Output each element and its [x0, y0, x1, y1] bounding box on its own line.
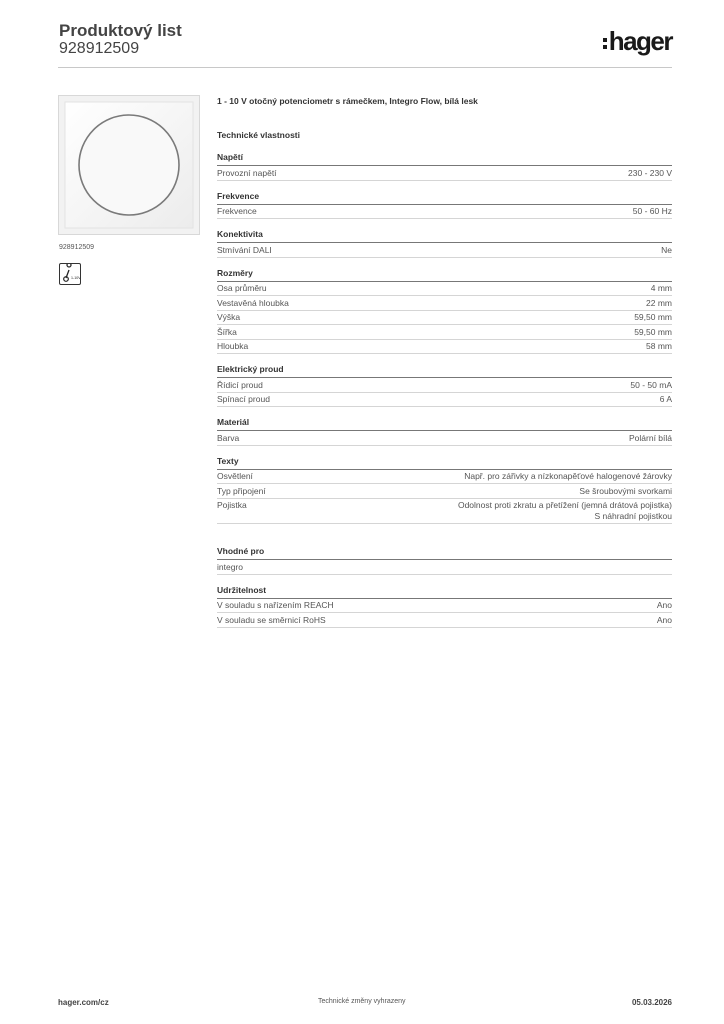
spec-row: [217, 311, 672, 326]
spec-value: 58 mm: [646, 341, 672, 351]
spec-value: 6 A: [659, 394, 672, 404]
spec-value: Odolnost proti zkratu a přetížení (jemná drátová pojistka) S náhradní pojistkou: [457, 500, 672, 521]
image-caption: 928912509: [59, 244, 95, 251]
spec-key: Frekvence: [217, 206, 257, 216]
spec-value: 50 - 60 Hz: [632, 206, 672, 216]
spec-value: 50 - 50 mA: [630, 379, 672, 390]
spec-row: [217, 499, 672, 525]
spec-key: Hloubka: [217, 341, 249, 351]
spec-row: [217, 613, 672, 628]
hager-logo[interactable]: [603, 28, 672, 54]
spec-row: [217, 560, 672, 575]
spec-group: [217, 456, 672, 525]
spec-key: Šířka: [217, 326, 237, 337]
potentiometer-illustration: [59, 96, 199, 234]
footer-date: 05.03.2026: [631, 998, 672, 1007]
spec-key: Osa průměru: [217, 283, 267, 293]
spec-content: [217, 96, 672, 628]
spec-group: [217, 268, 672, 355]
spec-key: V souladu s nařízením REACH: [217, 600, 334, 610]
spec-value: Ne: [661, 244, 672, 255]
spec-row: [217, 393, 672, 408]
spec-key: V souladu se směrnicí RoHS: [217, 614, 326, 625]
spec-group-title: Vhodné pro: [217, 546, 672, 560]
spec-row: [217, 340, 672, 355]
spec-key: Vestavěná hloubka: [217, 297, 289, 308]
product-image: [58, 95, 200, 235]
spec-row: [217, 470, 672, 485]
footer-website[interactable]: hager.com/cz: [58, 998, 109, 1007]
footer-notice: Technické změny vyhrazeny: [318, 998, 406, 1005]
spec-key: Stmívání DALI: [217, 244, 272, 255]
spec-value: Ano: [656, 600, 672, 610]
spec-value: 59,50 mm: [634, 326, 672, 337]
spec-group-title: Texty: [217, 456, 672, 470]
spec-row: [217, 378, 672, 393]
product-description: 1 - 10 V otočný potenciometr s rámečkem, Integro Flow, bílá lesk: [217, 96, 478, 106]
spec-key: Pojistka: [217, 500, 247, 510]
spec-key: Provozní napětí: [217, 167, 277, 178]
spec-key: Výška: [217, 312, 241, 322]
spec-group-title: Elektrický proud: [217, 364, 672, 378]
spec-row: [217, 296, 672, 311]
spec-row: [217, 599, 672, 614]
spec-group: [217, 417, 672, 446]
spec-row: [217, 166, 672, 181]
spec-value: Se šroubovými svorkami: [579, 485, 672, 496]
spec-value: 59,50 mm: [634, 312, 672, 322]
spec-group-title: Konektivita: [217, 229, 672, 243]
spec-key: Spínací proud: [217, 394, 270, 404]
spec-key: Barva: [217, 432, 240, 443]
spec-value: Např. pro zářivky a nízkonapěťové halogenové žárovky: [464, 471, 672, 481]
spec-value: Ano: [656, 614, 672, 625]
spec-group-title: Udržitelnost: [217, 585, 672, 599]
extra-groups: [217, 546, 672, 628]
tech-section-label: Technické vlastnosti: [217, 130, 300, 140]
spec-key: Řídicí proud: [217, 379, 263, 390]
spec-group: [217, 229, 672, 258]
spec-key: Typ připojení: [217, 485, 266, 496]
spec-key: integro: [217, 561, 243, 572]
header-divider: [58, 67, 672, 68]
badge-label: 1-10V: [71, 276, 80, 280]
spec-group-title: Rozměry: [217, 268, 672, 282]
logo-dots-icon: [603, 38, 607, 49]
spec-value: 4 mm: [650, 283, 672, 293]
spec-groups: [217, 152, 672, 524]
spec-row: [217, 484, 672, 499]
spec-key: Osvětlení: [217, 471, 253, 481]
spec-row: [217, 205, 672, 220]
spec-row: [217, 243, 672, 258]
product-number: 928912509: [59, 40, 140, 57]
spec-value: 230 - 230 V: [628, 167, 672, 178]
spec-row: [217, 431, 672, 446]
spec-group: [217, 191, 672, 220]
spec-row: [217, 325, 672, 340]
page-title: Produktový list: [59, 21, 182, 40]
spec-value: 22 mm: [646, 297, 672, 308]
spec-group-title: Frekvence: [217, 191, 672, 205]
spec-group: [217, 152, 672, 181]
spec-group: [217, 546, 672, 575]
spec-row: [217, 282, 672, 297]
logo-text: hager: [608, 26, 672, 56]
spec-group: [217, 364, 672, 407]
spec-value: Polární bílá: [629, 432, 672, 443]
spec-group-title: Materiál: [217, 417, 672, 431]
spec-group: [217, 585, 672, 628]
dimmer-1-10v-icon: [59, 263, 81, 285]
spec-group-title: Napětí: [217, 152, 672, 166]
